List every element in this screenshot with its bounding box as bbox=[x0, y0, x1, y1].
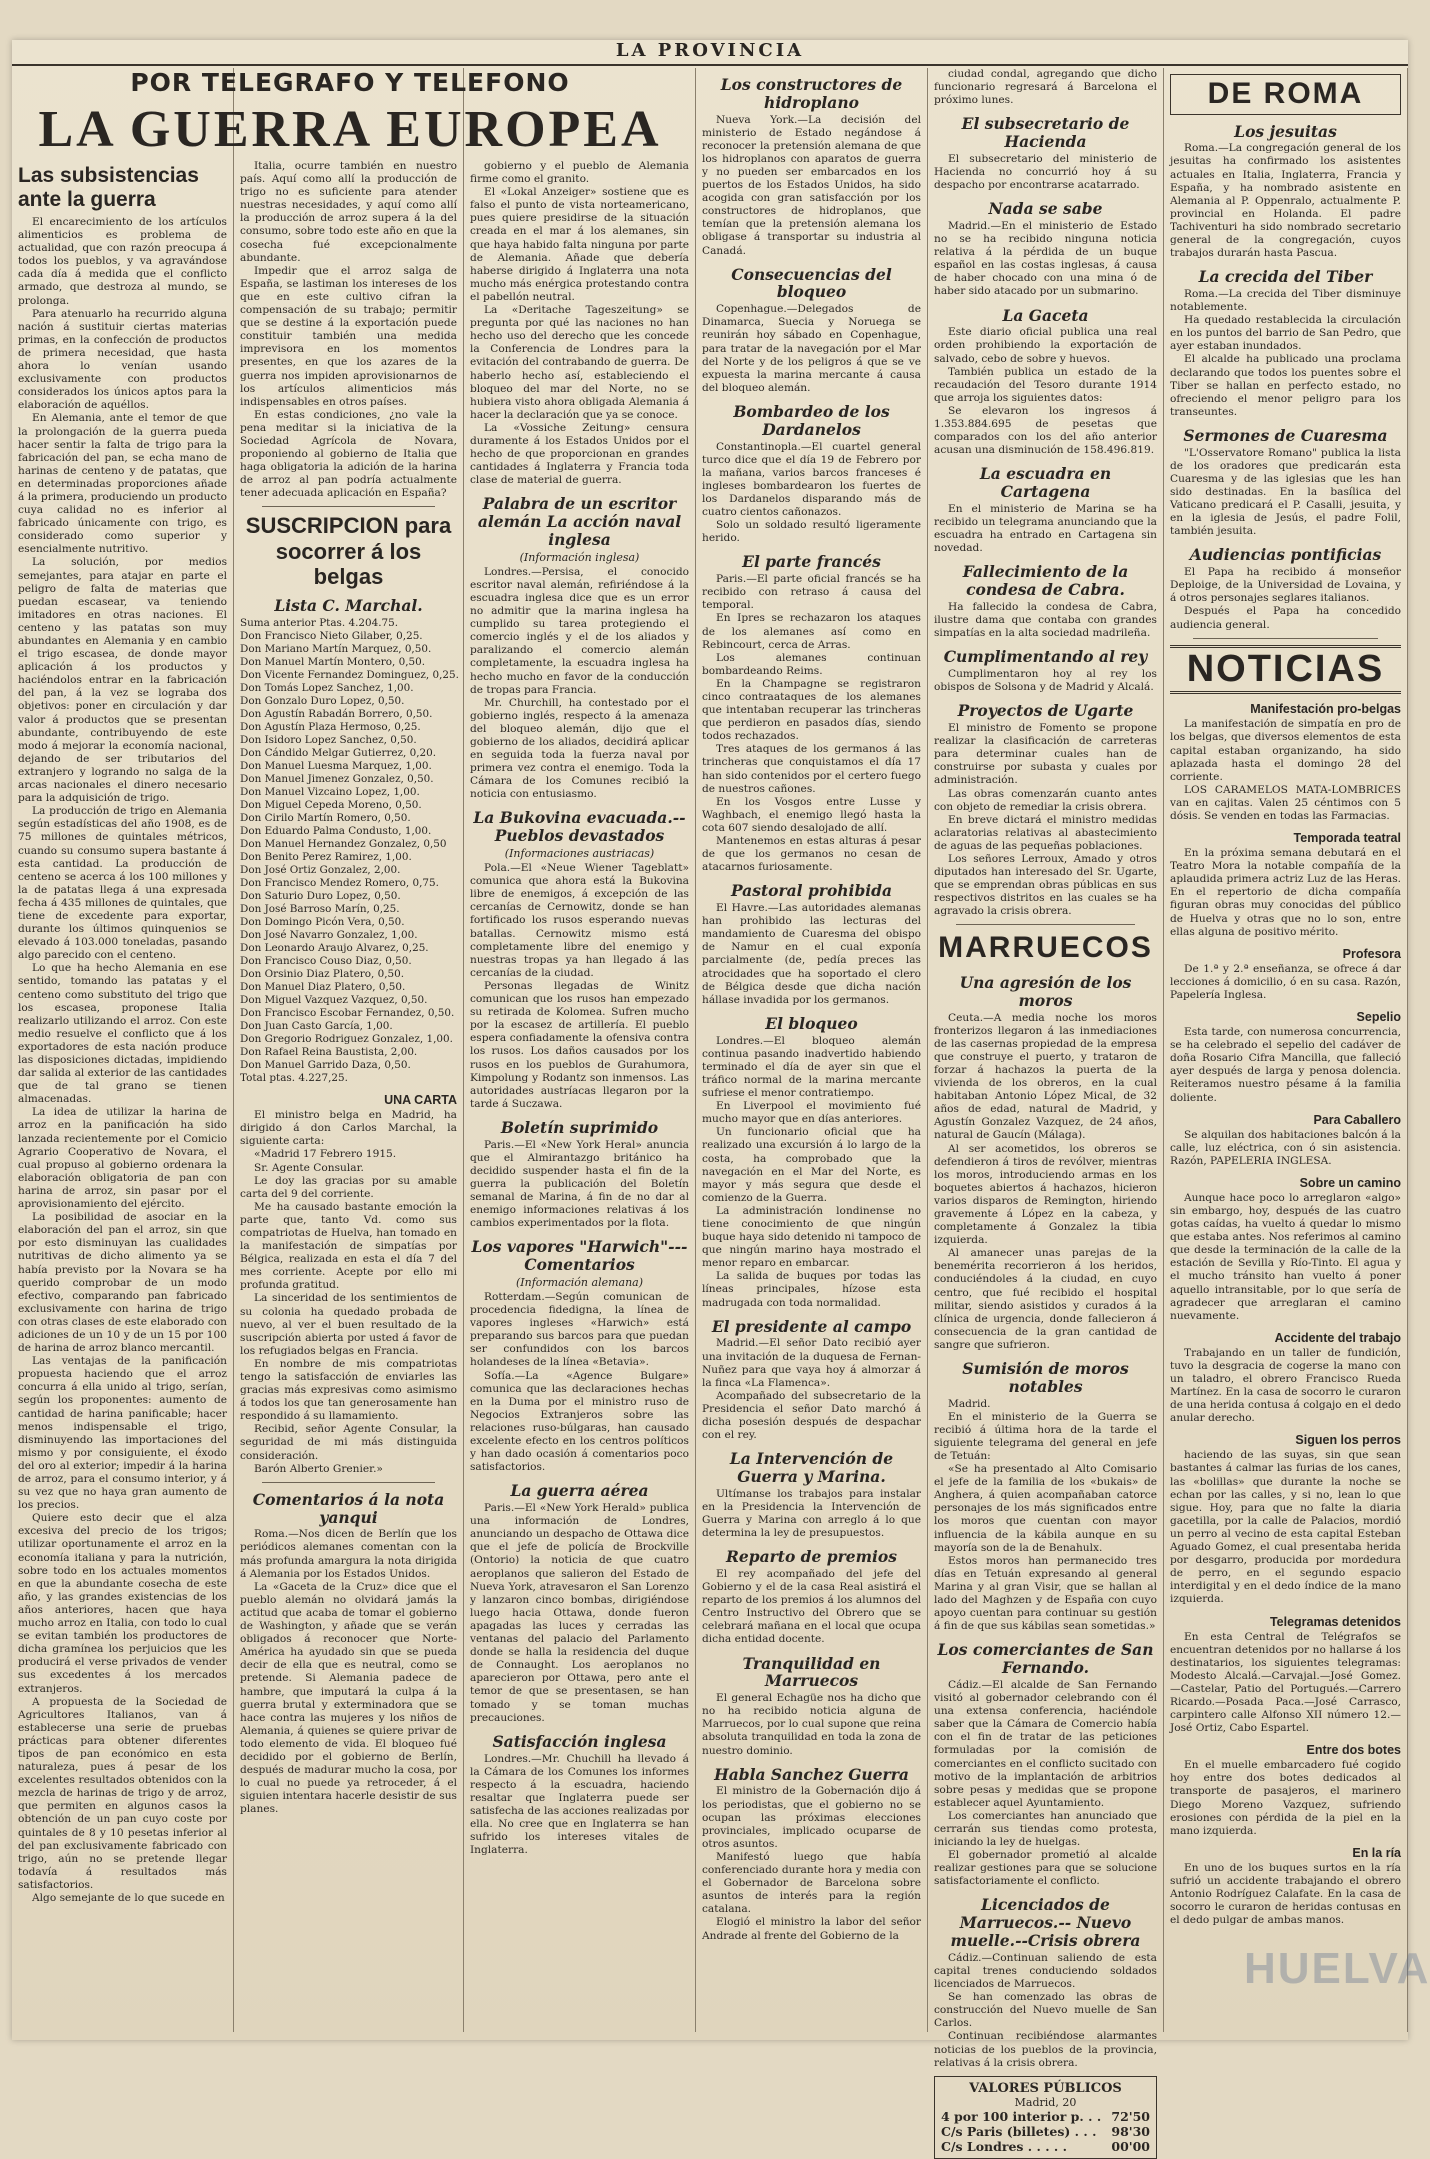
subscription-line: Don Francisco Mendez Romero, 0,75. bbox=[240, 877, 439, 890]
article-paragraph: Ceuta.—A media noche los moros fronterizos llegaron á las inmediaciones de las casernas propiedad de la empresa que construye el puerto, y trataron de forzar á hachazos la puerta de la vivienda de los obreros, en la cual habitaban Antonio López Mical, de 32 años de edad, natural de Madrid, y Agustín Gonzalez Vazquez, de 24 años, natural de Gaucín (Málaga). bbox=[934, 1011, 1157, 1142]
news-item-text: Esta tarde, con numerosa concurrencia, se ha celebrado el sepelio del cadáver de doña Rosario Cifra Mancilla, que falleció ayer después de larga y penosa dolencia. Reiteramos nuestro pésame á la familia doliente. bbox=[1170, 1026, 1401, 1104]
article-paragraph: Estos moros han permanecido tres días en Tetuán expresando al general Marina y al gran Visir, que se hallan al lado del Maghzen y de España con cuyo apoyo cuentan para continuar su gestión á fin de que sus kábilas sean sometidas.» bbox=[934, 1554, 1157, 1633]
article-paragraph: Se elevaron los ingresos á 1.353.884.695 de pesetas que comparados con los del año anterior acusan una disminución de 158.496.819. bbox=[934, 404, 1157, 457]
news-item-text: Se alquilan dos habitaciones balcón á la calle, luz eléctrica, con ó sin asistencia. Razón, PAPELERIA INGLESA. bbox=[1170, 1128, 1401, 1167]
article-paragraph: Roma.—La congregación general de los jesuitas ha confirmado los asistentes actuales en Italia, Inglaterra, Francia y España, y ha nombrado asistente en Alemania al P. Oppenralo, actualmente P. provincial en Holanda. El padre Tachiventuri ha sido nombrado secretario general de la congregación, cuyos trabajos durarán hasta Pascua. bbox=[1170, 142, 1401, 260]
news-item-heading: Siguen los perros bbox=[1295, 1433, 1401, 1448]
subscription-line: Don Cándido Melgar Gutierrez, 0,20. bbox=[240, 747, 437, 760]
article-paragraph: Los señores Lerroux, Amado y otros diputados han interesado del Sr. Ugarte, que se emprendan obras públicas en sus respectivos distritos en las cuales se ha agravado la crisis obrera. bbox=[934, 852, 1157, 918]
subscription-title: SUSCRIPCION para socorrer á los belgas bbox=[245, 513, 452, 590]
news-item-heading: Accidente del trabajo bbox=[1274, 1330, 1401, 1345]
article-paragraph: El ministro belga en Madrid, ha dirigido á don Carlos Marchal, la siguiente carta: bbox=[240, 1109, 457, 1148]
news-item-heading: Entre dos botes bbox=[1306, 1743, 1401, 1758]
article-paragraph: El subsecretario del ministerio de Hacienda no concurrió hoy á su despacho por encontrarse acatarrado. bbox=[934, 152, 1157, 192]
subscription-line: Don Agustín Rabadán Borrero, 0,50. bbox=[240, 708, 433, 721]
subscription-line: Don Cirilo Martín Romero, 0,50. bbox=[240, 812, 411, 825]
article-paragraph: Ultímanse los trabajos para instalar en la Presidencia la Intervención de Guerra y Marina con arreglo á lo que determina la ley de presupuestos. bbox=[702, 1487, 921, 1540]
article-paragraph: Le doy las gracias por su amable carta del 9 del corriente. bbox=[240, 1174, 457, 1200]
article-paragraph: Recibid, señor Agente Consular, la seguridad de mi más distinguida consideración. bbox=[240, 1423, 457, 1462]
section-banner: MARRUECOS bbox=[938, 931, 1153, 965]
divider bbox=[1193, 638, 1378, 639]
article-paragraph: El gobernador prometió al alcalde realizar gestiones para que se solucione satisfactoriamente el conflicto. bbox=[934, 1849, 1157, 1888]
market-date: Madrid, 20 bbox=[1014, 2095, 1077, 2109]
subscription-line: Don Orsinio Diaz Platero, 0,50. bbox=[240, 968, 405, 981]
subscription-line: Don Francisco Nieto Gilaber, 0,25. bbox=[240, 630, 423, 643]
news-item-text: Aunque hace poco lo arreglaron «algo» sin embargo, hoy, después de las cuatro gotas caídas, ha vuelto á quedar lo mismo que estaba antes. Nos referimos al camino que desde la terminación de la calle de la estación de Sevilla y Río-Tinto. El agua y el mucho tránsito han vuelto á poner aquello intransitable, por lo que sería de agradecer que arreglaran el camino nuevamente. bbox=[1170, 1191, 1401, 1322]
news-item-text: En uno de los buques surtos en la ría sufrió un accidente trabajando el obrero Antonio Rodríguez Calafate. En la casa de socorro le curaron de heridas contusas en el dedo pulgar de ambas manos. bbox=[1170, 1861, 1401, 1927]
section-banner: DE ROMA bbox=[1170, 74, 1401, 115]
article-heading: El parte francés bbox=[742, 552, 881, 572]
subscription-line: Don Manuel Luesma Marquez, 1,00. bbox=[240, 760, 432, 773]
article-paragraph: Londres.—El bloqueo alemán continua pasando inadvertido habiendo terminado el día de ayer sin que el tráfico normal de la marina mercante sufriese el menor contratiempo. bbox=[702, 1034, 921, 1100]
subscription-line: Don Manuel Hernandez Gonzalez, 0,50 bbox=[240, 838, 447, 851]
article-paragraph: Cádiz.—Continuan saliendo de esta capital trenes conduciendo soldados licenciados de Marruecos. bbox=[934, 1951, 1157, 1991]
subscription-line: Don Isidoro Lopez Sanchez, 0,50. bbox=[240, 734, 417, 747]
subscription-line: Don Miguel Vazquez Vazquez, 0,50. bbox=[240, 994, 428, 1007]
subscription-line: Don Eduardo Palma Condusto, 1,00. bbox=[240, 825, 432, 838]
news-item-text: De 1.ª y 2.ª enseñanza, se ofrece á dar lecciones á domicilio, ó en su casa. Razón, Papelería Inglesa. bbox=[1170, 962, 1401, 1001]
article-heading: Bombardeo de los Dardanelos bbox=[733, 401, 890, 439]
subscription-line: Don José Navarro Gonzalez, 1,00. bbox=[240, 929, 418, 942]
article-paragraph: Impedir que el arroz salga de España, se lastiman los intereses de los que en este cultivo cifran la compensación de su trabajo; permitir que se destine á la exportación puede constituir también una medida imprevisora en los momentos presentes, en que los azares de la guerra nos impiden aprovisionarnos de los artículos alimenticios más indispensables en otros países. bbox=[240, 264, 457, 408]
article-paragraph: Cumplimentaron hoy al rey los obispos de Solsona y de Madrid y Alcalá. bbox=[934, 668, 1157, 694]
subscription-line: Don Gregorio Rodriguez Gonzalez, 1,00. bbox=[240, 1033, 453, 1046]
article-paragraph: El Havre.—Las autoridades alemanas han prohibido las lecturas del mandamiento de Cuaresma del obispo de Namur en el cual exponía parcialmente (de, pedía preces las atrocidades que ha soportado el clero de Bélgica desde que dicha nación hállase invadida por los germanos. bbox=[702, 902, 921, 1006]
article-paragraph: Paris.—El parte oficial francés se ha recibido con retraso á causa del temporal. bbox=[702, 573, 921, 612]
main-headline: LA GUERRA EUROPEA bbox=[38, 101, 662, 159]
news-item-heading: Manifestación pro-belgas bbox=[1250, 702, 1401, 717]
article-paragraph: En la Champagne se registraron cinco contraataques de los alemanes que intentaban recuperar las trincheras que perdieron en pasados días, siendo todos rechazados. bbox=[702, 677, 921, 743]
article-paragraph: Cádiz.—El alcalde de San Fernando visitó al gobernador celebrando con él una extensa conferencia, haciéndole saber que la Cámara de Comercio había con el fin de tratar de las peticiones formuladas por la comisión de comerciantes en el conflicto sucitado con motivo de la implantación de arbitrios sobre pesas y medidas que se propone establecer aquel Ayuntamiento. bbox=[934, 1678, 1157, 1809]
article-heading: La guerra aérea bbox=[510, 1481, 649, 1501]
article-paragraph: Al ser acometidos, los obreros se defendieron á tiros de revólver, mientras los moros, introduciendo armas en los boquetes abiertos á hachazos, hicieron varios disparos de Remington, hiriendo gravemente á López en la cabeza, y completamente á Gonzalez la tibia izquierda. bbox=[934, 1142, 1157, 1247]
article-paragraph: Los comerciantes han anunciado que cerrarán sus tiendas como protesta, iniciando la ley de huelgas. bbox=[934, 1809, 1157, 1849]
article-heading: Sermones de Cuaresma bbox=[1183, 425, 1388, 445]
article-paragraph: Sr. Agente Consular. bbox=[254, 1161, 364, 1174]
subscription-line: Don Vicente Fernandez Dominguez, 0,25. bbox=[240, 669, 459, 682]
subscription-line: Don Manuel Diaz Platero, 0,50. bbox=[240, 981, 406, 994]
article-paragraph: El rey acompañado del jefe del Gobierno y el de la casa Real asistirá el reparto de los premios á los alumnos del Centro Instructivo del Obrero que se celebrará mañana en el local que ocupa dicha entidad docente. bbox=[702, 1568, 921, 1646]
article-paragraph: gobierno y el pueblo de Alemania firme como el granito. bbox=[470, 160, 689, 186]
article-paragraph: Algo semejante de lo que sucede en bbox=[32, 1892, 225, 1904]
article-heading: Audiencias pontificias bbox=[1189, 545, 1382, 565]
article-heading: Sumisión de moros notables bbox=[962, 1359, 1129, 1396]
market-value: 98'30 bbox=[1111, 2123, 1150, 2139]
divider bbox=[262, 1482, 436, 1483]
article-paragraph: Roma.—La crecida del Tiber disminuye notablemente. bbox=[1170, 287, 1401, 314]
headline-block bbox=[20, 70, 680, 162]
article-paragraph: Paris.—El «New York Herald» publica una información de Londres, anunciando un despacho de Ottawa dice que el jefe de policía de Brockville (Ontorio) la noticia de que cuatro aeroplanos que salieron del Estado de Nueva York, atravesaron el San Lorenzo y lanzaron cinco bombas, dirigiéndose luego hacia Ottawa, donde fueron apagadas las luces y cerradas las ventanas del palacio del Parlamento donde se halla la residencia del duque de Connaught. Los aeroplanos no aparecieron por Ottawa, pero ante el temor de que se presentasen, se han tomado y se toman muchas precauciones. bbox=[470, 1502, 689, 1724]
news-item-heading: Profesora bbox=[1342, 946, 1401, 961]
article-paragraph: La «Gaceta de la Cruz» dice que el pueblo alemán no olvidará jamás la actitud que acaba de tomar el gobierno de Washington, y añade que se verán obligados á reconocer que Norte-América ha ayudado sin que se pueda decir de ella que es neutral, como se pretende. Si Alemania padece de hambre, que imputará la culpa á la guerra brutal y exterminadora que se hace contra las mujeres y los niños de Alemania, á quienes se quiere privar de todo elemento de vida. El bloqueo fué decidido por el gobierno de Berlín, después de madurar mucho la cosa, por lo cual no puede ya retroceder, á el siguien intentara hacerle desistir de sus planes. bbox=[240, 1580, 457, 1816]
column-5 bbox=[928, 68, 1164, 2154]
subscription-line: Don Manuel Garrido Daza, 0,50. bbox=[240, 1059, 411, 1072]
kicker: POR TELEGRAFO Y TELEFONO bbox=[130, 68, 570, 97]
article-paragraph: El Papa ha recibido á monseñor Deploige, de la Universidad de Lovaina, y á otros personajes seglares italianos. bbox=[1170, 566, 1401, 605]
article-paragraph: Madrid.—El señor Dato recibió ayer una invitación de la duquesa de Fernan-Nuñez para que vaya hoy á almorzar á la finca «La Flamenca». bbox=[702, 1337, 921, 1389]
article-paragraph: En nombre de mis compatriotas tengo la satisfacción de enviarles las gracias más expresivas como asimismo á todos los que tan generosamente han respondido á su llamamiento. bbox=[240, 1357, 457, 1423]
subscription-line: Don Manuel Jimenez Gonzalez, 0,50. bbox=[240, 773, 434, 786]
column-6 bbox=[1164, 68, 1430, 2032]
article-paragraph: Lo que ha hecho Alemania en ese sentido, tomando las patatas y el centeno como substituto del trigo que los escasea, proponese Italia realizarlo utilizando el arroz. Con este medio resuelve el conflicto que á los exportadores de esta nación produce las disposiciones dictadas, impidiendo dar salida al exterior de las cantidades que de tal grano se tienen almacenadas. bbox=[18, 962, 227, 1106]
news-item-heading: Sepelio bbox=[1356, 1010, 1401, 1025]
letter-heading: UNA CARTA bbox=[384, 1093, 457, 1108]
article-paragraph: Me ha causado bastante emoción la parte que, tanto Vd. como sus compatriotas de Huelva, han tomado en la manifestación de simpatías por Bélgica, realizada en esta el día 7 del mes corriente. Acepte por ello mi profunda gratitud. bbox=[240, 1200, 457, 1292]
market-value: 00'00 bbox=[1111, 2138, 1150, 2154]
article-heading: Reparto de premios bbox=[726, 1547, 897, 1567]
article-paragraph: Después el Papa ha concedido audiencia general. bbox=[1170, 605, 1401, 631]
article-paragraph: En Liverpool el movimiento fué mucho mayor que en días anteriores. bbox=[702, 1100, 921, 1126]
article-paragraph: Continuan recibiéndose alarmantes noticias de los pueblos de la provincia, relativas á la crisis obrera. bbox=[934, 2030, 1157, 2069]
article-paragraph: En el ministerio de Marina se ha recibido un telegrama anunciando que la escuadra ha entrado en Cartagena sin novedad. bbox=[934, 502, 1157, 555]
article-paragraph: En Alemania, ante el temor de que la prolongación de la guerra pueda hacer sentir la falta de trigo para la fabricación del pan, se echa mano de harinas de centeno y de patatas, que en determinadas proporciones añade á la primera, produciendo un producto cuya calidad no es inferior al fabricado únicamente con trigo, es considerado como superior y esencialmente nutritivo. bbox=[18, 412, 227, 556]
subscription-line: Don José Barroso Marín, 0,25. bbox=[240, 903, 400, 916]
article-paragraph: El ministro de Fomento se propone realizar la clasificación de carreteras para determinar cuales han de construirse por subasta y cuales por administración. bbox=[934, 722, 1157, 787]
article-heading: La Intervención de Guerra y Marina. bbox=[729, 1449, 894, 1486]
article-paragraph: El encarecimiento de los artículos alimenticios es problema de actualidad, que con razón preocupa á todos los pueblos, y va agravándose cada día á medida que el conflicto armado, que destroza al mundo, se prolonga. bbox=[18, 216, 227, 307]
article-paragraph: El alcalde ha publicado una proclama declarando que todos los puentes sobre el Tiber se hallan en perfecto estado, no ofreciendo el menor peligro para los transeuntes. bbox=[1170, 353, 1401, 418]
article-heading: Pastoral prohibida bbox=[730, 881, 893, 901]
article-paragraph: Sofía.—La «Agence Bulgare» comunica que las declaraciones hechas en la Duma por el ministro ruso de Negocios Extranjeros sobre las relaciones ruso-búlgaras, han causado excelente efecto en los centros políticos y han dado ocasión á comentarios poco satisfactorios. bbox=[470, 1369, 689, 1474]
subscription-line: Don Gonzalo Duro Lopez, 0,50. bbox=[240, 695, 405, 708]
article-heading: Una agresión de los moros bbox=[959, 972, 1132, 1010]
subscription-line: Don Agustín Plaza Hermoso, 0,25. bbox=[240, 721, 421, 734]
article-heading: Habla Sanchez Guerra bbox=[714, 1764, 909, 1784]
divider bbox=[262, 506, 436, 507]
market-label: C/s Paris (billetes) . . . bbox=[941, 2123, 1097, 2139]
article-paragraph: El ministro de la Gobernación dijo á los periodistas, que el gobierno no se ocupan las próximas elecciones provinciales, implicado ocuparse de otros asuntos. bbox=[702, 1785, 921, 1850]
article-paragraph: En breve dictará el ministro medidas aclaratorias relativas al abastecimiento de aguas de las pequeñas poblaciones. bbox=[934, 813, 1157, 852]
article-paragraph: La «Vossiche Zeitung» censura duramente á los Estados Unidos por el hecho de que proporcionan en grandes cantidades á Inglaterra y Francia toda clase de material de guerra. bbox=[470, 421, 689, 487]
subscription-list-title: Lista C. Marchal. bbox=[274, 596, 423, 616]
subscription-line: Don Francisco Escobar Fernandez, 0,50. bbox=[240, 1007, 455, 1020]
market-label: 4 por 100 interior p. . . bbox=[941, 2108, 1102, 2124]
news-item-heading: Para Caballero bbox=[1313, 1112, 1401, 1127]
article-paragraph: Se han comenzado las obras de construcción del Nuevo muelle de San Carlos. bbox=[934, 1991, 1157, 2030]
article-paragraph: Italia, ocurre también en nuestro país. Aquí como allí la producción de trigo no es suficiente para atender nuestras necesidades, y aquí como allí la producción de arroz supera á la del consumo, sobre todo este año en que la cosecha fué excepcionalmente abundante. bbox=[240, 160, 457, 264]
article-paragraph: Las obras comenzarán cuanto antes con objeto de remediar la crisis obrera. bbox=[934, 787, 1157, 813]
article-paragraph: La posibilidad de asociar en la elaboración del pan el arroz, sin que por esto disminuyan las cualidades nutritivas de dicho alimento ya se había previsto por la Novara se ha querido comprobar de un modo efectivo, comparando pan fabricado exclusivamente con harina de trigo con otras clases de este elaborado con adiciones de un 10 y de un 15 por 100 de harina de arroz blanco mercantil. bbox=[18, 1211, 227, 1355]
article-paragraph: Ha quedado restablecida la circulación en los puntos del barrio de San Pedro, que ayer estaban inundados. bbox=[1170, 314, 1401, 353]
subscription-line: Don José Ortiz Gonzalez, 2,00. bbox=[240, 864, 401, 877]
article-paragraph: La solución, por medios semejantes, para atajar en parte el peligro de falta de materias que puedan escasear, va teniendo imitadores en otras naciones. El centeno y las patatas son muy abundantes en Alemania y en cambio el trigo escasea, de donde mayor aplicación á los productos y haciéndolos entrar en la fabricación del pan, á la vez se lograba dos objetivos: poner en circulación y dar valor á productos que se presentan abundante, contribuyendo de este modo á mejorar la economía nacional, dejando de ser tributarios del extranjero y logrando no salga de la arcas nacionales el dinero necesario para la adquisición de trigo. bbox=[18, 556, 227, 805]
article-paragraph: En estas condiciones, ¿no vale la pena meditar si la iniciativa de la Sociedad Agrícola de Novara, proponiendo al gobierno de Italia que haga obligatoria la adición de la harina de arroz al pan podría actualmente tener adecuada aplicación en España? bbox=[240, 408, 457, 500]
market-row bbox=[941, 2109, 1150, 2124]
article-heading: El presidente al campo bbox=[711, 1316, 912, 1336]
article-heading: Licenciados de Marruecos.-- Nuevo muelle.--Crisis obrera bbox=[950, 1895, 1141, 1951]
article-paragraph: Roma.—Nos dicen de Berlín que los periódicos alemanes comentan con la más profunda amargura la nota dirigida á Alemania por los Estados Unidos. bbox=[240, 1528, 457, 1580]
article-paragraph: "L'Osservatore Romano" publica la lista de los oradores que predicarán esta Cuaresma y de las iglesias que les han sido destinadas. En la basílica del Vaticano predicará el P. Casalli, jesuita, y en la iglesia de Jesús, el padre Folil, también jesuita. bbox=[1170, 446, 1401, 538]
article-paragraph: En los Vosgos entre Lusse y Waghbach, el enemigo llegó hasta la cota 607 siendo desalojado de allí. bbox=[702, 795, 921, 834]
article-heading: Los constructores de hidroplano bbox=[720, 75, 903, 112]
article-paragraph: Barón Alberto Grenier.» bbox=[254, 1462, 383, 1475]
news-item-heading: Telegramas detenidos bbox=[1269, 1614, 1401, 1629]
market-values-box bbox=[934, 2076, 1157, 2159]
article-paragraph: En el ministerio de la Guerra se recibió á última hora de la tarde el siguiente telegrama del general en jefe de Tetuán: bbox=[934, 1410, 1157, 1462]
article-heading: Proyectos de Ugarte bbox=[957, 701, 1134, 721]
article-paragraph: Mr. Churchill, ha contestado por el gobierno inglés, respecto á la amenaza del bloqueo alemán, dijo que el gobierno de los aliados, decidirá aplicar en seguida toda la fuerza naval por primera vez contra el enemigo. Toda la Cámara de los Comunes recibió la noticia con entusiasmo. bbox=[470, 696, 689, 801]
subscription-line: Don Rafael Reina Baustista, 2,00. bbox=[240, 1046, 418, 1059]
market-value: 72'50 bbox=[1111, 2108, 1150, 2124]
market-label: C/s Londres . . . . . bbox=[941, 2138, 1067, 2154]
article-paragraph: Acompañado del subsecretario de la Presidencia el señor Dato marchó á dicha posesión después de despachar con el rey. bbox=[702, 1389, 921, 1442]
article-paragraph: Londres.—Persisa, el conocido escritor naval alemán, refiriéndose á la escuadra inglesa dice que es un error no admitir que la marina inglesa ha cumplido su tarea protegiendo el comercio inglés y el de los aliados y paralizando el comercio alemán completamente, la escuadra inglesa ha hecho mucho en favor de la conducción de tropas para Francia. bbox=[470, 565, 689, 696]
article-heading: La escuadra en Cartagena bbox=[979, 464, 1112, 502]
article-heading: Los jesuitas bbox=[1234, 121, 1337, 141]
article-heading: Comentarios á la nota yanqui bbox=[252, 1489, 445, 1527]
article-heading: El subsecretario de Hacienda bbox=[961, 114, 1130, 152]
news-item-heading: Sobre un camino bbox=[1299, 1175, 1401, 1190]
subscription-line: Don Manuel Martín Montero, 0,50. bbox=[240, 656, 426, 669]
subscription-line: Don Benito Perez Ramirez, 1,00. bbox=[240, 851, 412, 864]
article-paragraph: «Se ha presentado al Alto Comisario el jefe de la familia de los «bukais» de Anghera, á quien acompañaban catorce personajes de los más significados entre los moros que cuentan con mayor influencia de la kábila aunque en su mayoría son de la de Benahulx. bbox=[934, 1463, 1157, 1554]
article-heading: Consecuencias del bloqueo bbox=[731, 264, 892, 302]
section-heading: Las subsistencias ante la guerra bbox=[18, 164, 199, 211]
masthead: LA PROVINCIA bbox=[12, 40, 1408, 66]
article-heading: Nada se sabe bbox=[988, 199, 1103, 219]
article-heading: Palabra de un escritor alemán La acción naval inglesa bbox=[477, 494, 682, 549]
column-2 bbox=[234, 68, 464, 2032]
article-source-note: (Informaciones austriacas) bbox=[504, 847, 655, 861]
article-paragraph: Las ventajas de la panificación propuesta haciendo que el arroz concurra á ella unido al trigo, serían, según los proponentes: aumento de cantidad de harina panificable; hacer menos indispensable el trigo, disminuyendo las importaciones del mismo y por consiguiente, el éxodo del oro al exterior; impedir á la harina de arroz, para el consumo interior, y á su vez que no haya gran aumento de los precios. bbox=[18, 1355, 227, 1512]
article-paragraph: Mantenemos en estas alturas á pesar de que los germanos no cesan de atacarnos furiosamente. bbox=[702, 835, 921, 874]
article-paragraph: Constantinopla.—El cuartel general turco dice que el día 19 de Febrero por la mañana, varios barcos franceses é ingleses bombardearon los fuertes de los Dardanelos disparando más de cuatro cientos cañonazos. bbox=[702, 440, 921, 519]
article-heading: Fallecimiento de la condesa de Cabra. bbox=[962, 562, 1129, 600]
article-paragraph: Personas llegadas de Winitz comunican que los rusos han empezado su retirada de Kolomea. Sufren mucho por la escasez de artillería. El pueblo espera confiadamente la ofensiva contra los rusos. Los daños causados por los rusos en los pueblos de Gurahumora, Kimpolung y Rodantz son inmensos. Las autoridades austríacas llegaron por la tarde á Suczawa. bbox=[470, 979, 689, 1110]
subscription-line: Don Domingo Picón Vera, 0,50. bbox=[240, 916, 405, 929]
article-paragraph: Elogió el ministro la labor del señor Andrade al frente del Gobierno de la bbox=[702, 1916, 921, 1942]
column-3 bbox=[464, 68, 696, 2032]
article-paragraph: Paris.—El «New York Heral» anuncia que el Almirantazgo británico ha decidido suspender hasta el fin de la guerra la publicación del Boletín semanal de Marina, á fin de no dar al enemigo informaciones relativas á los cambios experimentados por la flota. bbox=[470, 1138, 689, 1230]
article-paragraph: La producción de trigo en Alemania según estadísticas del año 1908, es de 75 millones de quintales métricos, cuando su consumo supera bastante á esta cantidad. La producción de centeno se acerca á los 100 millones y la de patatas llega á una expresada fecha á 435 millones de quintales, que tiene de excedente para exportar, durante los últimos quinquenios se elevado á 103.000 toneladas, pasando algo parecido con el centeno. bbox=[18, 805, 227, 962]
article-paragraph: Solo un soldado resultó ligeramente herido. bbox=[702, 519, 921, 545]
market-row bbox=[941, 2139, 1150, 2154]
article-paragraph: La «Deritache Tageszeitung» se pregunta por qué las naciones no han hecho uso del derecho que les concede la Conferencia de Londres para la evitación del contrabando de guerra. De haberlo hecho así, estableciendo el bloqueo del mar del Norte, no se hubiera visto ahora obligada Alemania á hacer la declaración que ya se conoce. bbox=[470, 304, 689, 421]
article-paragraph: La administración londinense no tiene conocimiento de que ningún buque haya sido detenido ni tampoco de que ningún marino haya mostrado el menor reparo en embarcar. bbox=[702, 1204, 921, 1270]
subscription-list bbox=[240, 617, 457, 1085]
subscription-line: Suma anterior Ptas. 4.204.75. bbox=[240, 617, 399, 630]
article-paragraph: «Madrid 17 Febrero 1915. bbox=[254, 1148, 397, 1161]
article-paragraph: El «Lokal Anzeiger» sostiene que es falso el punto de vista norteamericano, pues quiere presidirse de la situación creada en el mar á los alemanes, sin que haya habido falta ninguna por parte de Alemania. Añade que debería haberse dirigido á Inglaterra una nota mucho más enérgica protestando contra el pabellón neutral. bbox=[470, 186, 689, 303]
subscription-line: Don Francisco Couso Diaz, 0,50. bbox=[240, 955, 412, 968]
section-banner: NOTICIAS bbox=[1170, 645, 1401, 695]
article-heading: Cumplimentando al rey bbox=[943, 647, 1148, 667]
news-item-heading: En la ría bbox=[1352, 1845, 1401, 1860]
article-paragraph: A propuesta de la Sociedad de Agricultores Italianos, van á establecerse una serie de pruebas prácticas para obtener diferentes tipos de pan económico en esta naturaleza, pues á pesar de los excelentes resultados obtenidos con la mezcla de harinas de trigo y de arroz, que permiten en algunos casos la obtención de un pan cuyo coste por quintales de 8 y 10 pesetas inferior al del pan exclusivamente fabricado con trigo, aún no se pretende llegar todavía á resultados más satisfactorios. bbox=[18, 1695, 227, 1891]
subscription-line: Don Leonardo Araujo Alvarez, 0,25. bbox=[240, 942, 429, 955]
article-paragraph: La idea de utilizar la harina de arroz en la panificación ha sido lanzada recientemente por el Comicio Agrario Cooperativo de Novara, el cual propuso al gobierno ordenara la elaboración obligatoria de pan con harina de arroz, sin pasar por el aprovisionamiento del ejército. bbox=[18, 1106, 227, 1211]
article-paragraph: Tres ataques de los germanos á las trincheras que conquistamos el día 17 han sido contenidos por el certero fuego de nuestros cañones. bbox=[702, 743, 921, 795]
article-heading: Los comerciantes de San Fernando. bbox=[937, 1640, 1154, 1678]
article-heading: El bloqueo bbox=[765, 1013, 858, 1033]
news-item-text: haciendo de las suyas, sin que sean bastantes á calmar las furias de los canes, las «bolillas» que durante la noche se echan por las calles, y si no, lean lo que sigue. Hoy, para que no falte la diaria gacetilla, por la calle de Palacios, mordió un perro al vecino de esta capital Esteban Aguado Gomez, el cual presentaba herida por desgarro, producida por mordedura de perro, en el segundo espacio interdigital y en el dedo índice de la mano izquierda. bbox=[1170, 1449, 1401, 1606]
market-row bbox=[941, 2124, 1150, 2139]
news-item-text: Trabajando en un taller de fundición, tuvo la desgracia de cogerse la mano con un taladro, el obrero Francisco Rueda Martínez. En la casa de socorro le curaron de una herida contusa á colgajo en el dedo anular derecho. bbox=[1170, 1346, 1401, 1425]
subscription-line: Don Manuel Vizcaino Lopez, 1,00. bbox=[240, 786, 420, 799]
article-paragraph: Para atenuarlo ha recurrido alguna nación á sustituir ciertas materias primas, en la confección de productos de primera necesidad, que hasta ahora lo venían usando exclusivamente con productos considerados los únicos aptos para la elaboración de aquéllos. bbox=[18, 307, 227, 412]
divider bbox=[956, 924, 1134, 925]
article-paragraph: Ha fallecido la condesa de Cabra, ilustre dama que contaba con grandes simpatías en la alta sociedad madrileña. bbox=[934, 600, 1157, 640]
article-heading: La crecida del Tiber bbox=[1198, 267, 1373, 287]
article-paragraph: La sinceridad de los sentimientos de su colonia ha quedado probada de nuevo, al ver el buen resultado de la suscripción abierta por usted á favor de los refugiados belgas en Francia. bbox=[240, 1292, 457, 1357]
article-paragraph: El general Echagüe nos ha dicho que no ha recibido noticia alguna de Marruecos, por lo cual supone que reina absoluta tranquilidad en toda la zona de nuestro dominio. bbox=[702, 1692, 921, 1757]
article-paragraph: También publica un estado de la recaudación del Tesoro durante 1914 que arroja los siguientes datos: bbox=[934, 365, 1157, 404]
article-paragraph: ciudad condal, agregando que dicho funcionario regresará á Barcelona el próximo lunes. bbox=[934, 68, 1157, 107]
subscription-line: Don Juan Casto García, 1,00. bbox=[240, 1020, 393, 1033]
article-heading: Los vapores "Harwich"---Comentarios bbox=[471, 1237, 688, 1275]
article-paragraph: La salida de buques por todas las líneas principales, hízose esta madrugada con toda normalidad. bbox=[702, 1270, 921, 1309]
article-paragraph: Manifestó luego que había conferenciado durante hora y media con el Gobernador de Barcelona sobre asuntos de interés para la región catalana. bbox=[702, 1850, 921, 1916]
article-paragraph: Al amanecer unas parejas de la benemérita recorrieron á los heridos, conduciéndoles á la ciudad, en cuyo centro, que fué recibido el hospital militar, siendo asistidos y curados á la clínica de urgencia, donde fallecieron á consecuencia de la gran cantidad de sangre que sufrieron. bbox=[934, 1247, 1157, 1351]
article-paragraph: Londres.—Mr. Chuchill ha llevado á la Cámara de los Comunes los informes respecto á la escuadra, haciendo resaltar que Inglaterra puede ser satisfecha de las acciones realizadas por ella. No cree que en Inglaterra se han sufrido los intereses vitales de Inglaterra. bbox=[470, 1752, 689, 1857]
subscription-line: Don Mariano Martín Marquez, 0,50. bbox=[240, 643, 432, 656]
article-paragraph: Rotterdam.—Según comunican de procedencia fidedigna, la línea de vapores ingleses «Harwich» está preparando sus barcos para que puedan ser confundidos con los barcos holandeses de la línea «Betavia». bbox=[470, 1290, 689, 1369]
subscription-line: Don Miguel Cepeda Moreno, 0,50. bbox=[240, 799, 422, 812]
subscription-line: Don Saturio Duro Lopez, 0,50. bbox=[240, 890, 401, 903]
news-item-heading: Temporada teatral bbox=[1293, 831, 1401, 846]
subscription-line: Total ptas. 4.227,25. bbox=[240, 1072, 348, 1085]
article-paragraph: Los alemanes continuan bombardeando Reims. bbox=[702, 651, 921, 677]
article-paragraph: Un funcionario oficial que ha realizado una excursión á lo largo de la costa, ha comprobado que la navegación en el Mar del Norte, es mayor y más segura que desde el comienzo de la Guerra. bbox=[702, 1126, 921, 1204]
subscription-line: Don Tomás Lopez Sanchez, 1,00. bbox=[240, 682, 414, 695]
article-paragraph: Copenhague.—Delegados de Dinamarca, Suecia y Noruega se reunirán hoy sábado en Copenhague, para tratar de la navegación por el Mar del Norte y de los peligros á que se ve expuesta la marina mercante á causa del bloqueo alemán. bbox=[702, 303, 921, 394]
article-heading: Boletín suprimido bbox=[500, 1117, 659, 1137]
article-heading: La Bukovina evacuada.-- Pueblos devastados bbox=[473, 808, 686, 846]
news-item-text: En esta Central de Telégrafos se encuentran detenidos por no hallarse á los destinatarios, los siguientes telegramas: Modesto Alcalá.—Carvajal.—José Gomez.—Castelar, Patio del Portugués.—Carrero Ricardo.—Posada Paca.—José Carrasco, carpintero calle Alfonso XII número 12.—José Ortiz, Cabo Espartel. bbox=[1170, 1630, 1401, 1735]
news-item-text: En el muelle embarcadero fué cogido hoy entre dos botes dedicados al transporte de pasajeros, el marinero Diego Moreno Vazquez, sufriendo erosiones con pérdida de la piel en la mano izquierda. bbox=[1170, 1759, 1401, 1837]
market-title: VALORES PÚBLICOS bbox=[969, 2080, 1122, 2096]
news-item-text: En la próxima semana debutará en el Teatro Mora la notable compañía de la aplaudida primera actriz Luz de las Heras. En el repertorio de dicha compañía figuran obras muy conocidas del público de Huelva y otras que no lo son, entre ellas alguna de positivo mérito. bbox=[1170, 847, 1401, 938]
newspaper-page bbox=[12, 40, 1430, 2154]
column-4 bbox=[696, 68, 928, 2032]
article-heading: Tranquilidad en Marruecos bbox=[742, 1653, 881, 1691]
article-paragraph: Nueva York.—La decisión del ministerio de Estado negándose á reconocer la pretensión alemana de que los hidroplanos con aparatos de guerra y no pueden ser embarcados en los puertos de los Estados Unidos, ha sido acogida con gran satisfacción por los constructores de hidroplanos, que temían que la pretensión alemana los obligase á transportar su industria al Canadá. bbox=[702, 113, 921, 257]
article-paragraph: En Ipres se rechazaron los ataques de los alemanes así como en Rebincourt, cerca de Arras. bbox=[702, 612, 921, 651]
column-1 bbox=[12, 68, 234, 2032]
article-source-note: (Información alemana) bbox=[515, 1275, 644, 1289]
article-paragraph: Quiere esto decir que el alza excesiva del precio de los trigos; utilizar oportunamente el arroz en la economía italiana y para la nutrición, sobre todo en los actuales momentos en que la abundante cosecha de este año, y las grandes existencias de los años anteriores, hacen que haya mucho arroz en Italia, con todo lo cual se evitan también los productores de dicha gramínea los perjuicios que les producirá el verse privados de vender sus excedentes á los mercados extranjeros. bbox=[18, 1512, 227, 1695]
article-paragraph: Pola.—El «Neue Wiener Tageblatt» comunica que ahora está la Bukovina libre de enemigos, á excepción de las cercanías de Cernowitz, donde se han fortificado los rusos esperando nuevas batallas. Cernowitz mismo está completamente libre del enemigo y nuestras tropas ya han llegado á las cercanías de la ciudad. bbox=[470, 862, 689, 979]
article-paragraph: Este diario oficial publica una real orden prohibiendo la exportación de salvado, cebo de sobre y huevos. bbox=[934, 326, 1157, 365]
article-paragraph: Madrid.—En el ministerio de Estado no se ha recibido ninguna noticia relativa á la pérdida de un buque español en las costas inglesas, á causa de haber chocado con una mina ó de haber sido atacado por un submarino. bbox=[934, 220, 1157, 298]
article-heading: Satisfacción inglesa bbox=[492, 1731, 667, 1751]
article-source-note: (Información inglesa) bbox=[519, 550, 640, 564]
article-heading: La Gaceta bbox=[1002, 305, 1089, 325]
news-item-text: La manifestación de simpatía en pro de los belgas, que diversos elementos de esta capital estaban organizando, ha sido aplazada hasta el domingo 28 del corriente. bbox=[1170, 718, 1401, 783]
news-item-text: LOS CARAMELOS MATA-LOMBRICES van en cajitas. Valen 25 céntimos con 5 dósis. Se venden en todas las Farmacias. bbox=[1170, 783, 1401, 822]
article-paragraph: Madrid. bbox=[948, 1397, 991, 1410]
archive-stamp: HUELVA bbox=[1244, 1944, 1430, 1993]
